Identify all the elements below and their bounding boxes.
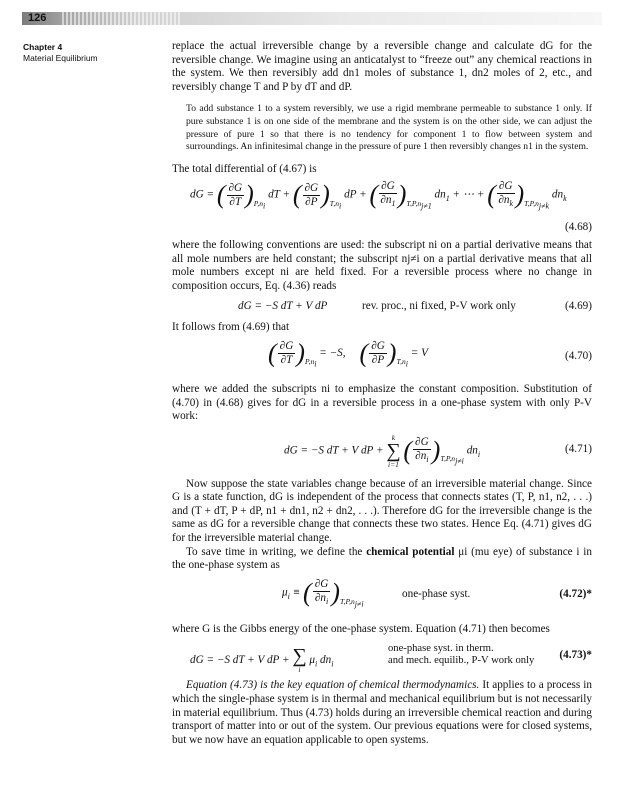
equation-4-72: $\mu_i$ ≡ ( $\frac{\partial G}{\partial n_i}$ )$_{T,P,n_{j\ne i}}$ one-phase syst. (4.72)* (282, 577, 592, 609)
chapter-label: Chapter 4 (23, 42, 63, 52)
paragraph-3: where the following conventions are used: the subscript ni on a partial derivative means that all mole numbers are held constant; the subscript nj≠i on a partial derivative means that all mole numbers except ni are held fixed. For a reversible process where no change in composition occurs, Eq. (4.36) reads (172, 238, 592, 292)
equation-4-69: dG = −S dT + V dP rev. proc., ni fixed, P-V work only (4.69) (238, 300, 592, 313)
paragraph-6: Now suppose the state variables change because of an irreversible material change. Since G is a state function, dG is independent of the process that connects states (T, P, n1, n2, . . .) and (T + dT, P + dP, n1 + dn1, n2 + dn2, . . .). Therefore dG for the irreversible change is the same as dG for a reversible change that connects these two states. Hence Eq. (4.71) gives dG for the irreversible material change. (172, 477, 592, 545)
equation-4-73: dG = −S dT + V dP + ∑ i $\mu_i$ $dn_i$ one-phase syst. in therm. and mech. equilib., P-V work only (4.73)* (190, 643, 592, 675)
equation-number-4-70: (4.70) (564, 349, 592, 362)
term-chemical-potential: chemical potential (366, 545, 455, 558)
condition-4-72: one-phase syst. (402, 587, 471, 600)
equation-4-68: dG = ( $\frac{\partial G}{\partial T}$ )$_{P,n_i}$ dT + ( $\frac{\partial G}{\partial P}$ )$_{T,n_i}$ dP + ( $\frac{\partial G}{\partial n_1}$ )$_{T,P,n_{j\ne 1}}$ $dn_1$ + ⋯ + ( $\frac{\partial G}{\partial n_k}$ )$_{T,P,n_{j\ne k}}$ $dn_k$ (190, 180, 567, 211)
paragraph-7: To save time in writing, we define the chemical potential μi (mu eye) of substance i in the one-phase system as (172, 545, 593, 572)
condition-4-73-line1: one-phase syst. in therm. (388, 643, 494, 655)
equation-number-4-68: (4.68) (564, 221, 592, 234)
paragraph-9: Equation (4.73) is the key equation of chemical thermodynamics. It applies to a process in which the single-phase system is in thermal and mechanical equilibrium but is not necessarily in material equilibrium. Thus (4.73) holds during an irreversible chemical reaction and during transport of matter into or out of the system. Our previous equations were for closed systems, but we now have an equation applicable to open systems. (172, 679, 592, 746)
header-bar (22, 12, 602, 25)
equation-number-4-69: (4.69) (564, 300, 592, 313)
paragraph-2: The total differential of (4.67) is (172, 162, 317, 175)
paragraph-5: where we added the subscripts ni to emphasize the constant composition. Substitution of (4.70) in (4.68) gives for dG in a reversible process in a one-phase system with only P-V work: (172, 382, 592, 423)
equation-4-70: ( $\frac{\partial G}{\partial T}$ )$_{P,n_i} = -S$, ( $\frac{\partial G}{\partial P}$ )$_{T,n_i} = V$ (4.70) (268, 338, 592, 369)
paragraph-8: where G is the Gibbs energy of the one-phase system. Equation (4.71) then becomes (172, 622, 550, 635)
equation-4-71: dG = −S dT + V dP + k ∑ i=1 ( $\frac{\partial G}{\partial n_i}$ )$_{T,P,n_{j\ne i}}$ $dn_i$ (4.71) (284, 432, 592, 469)
paragraph-1: replace the actual irreversible change by a reversible change and calculate dG for the reversible change. We imagine using an anticatalyst to “freeze out” any chemical reactions in the system. We then reversibly add dn1 moles of substance 1, dn2 moles of 2, etc., and reversibly change T and P by dT and dP. (172, 40, 592, 93)
condition-4-69: rev. proc., ni fixed, P-V work only (362, 300, 516, 313)
note-box: To add substance 1 to a system reversibly, we use a rigid membrane permeable to substance 1 only. If pure substance 1 is on one side of the membrane and the system is on the other side, we can adjust the pressure of pure 1 so that there is no tendency for component 1 to flow between system and surroundings. An infinitesimal change in the pressure of pure 1 then reversibly changes n1 in the system. (186, 103, 592, 153)
paragraph-4: It follows from (4.69) that (172, 321, 290, 334)
chapter-title: Material Equilibrium (23, 53, 98, 63)
main-text (172, 40, 592, 747)
equation-number-4-72: (4.72)* (559, 587, 592, 600)
condition-4-73-line2: and mech. equilib., P-V work only (388, 655, 535, 667)
equation-number-4-71: (4.71) (564, 442, 592, 455)
equation-number-4-73: (4.73)* (559, 649, 592, 662)
page-number: 126 (28, 12, 47, 24)
sidebar (23, 42, 163, 64)
